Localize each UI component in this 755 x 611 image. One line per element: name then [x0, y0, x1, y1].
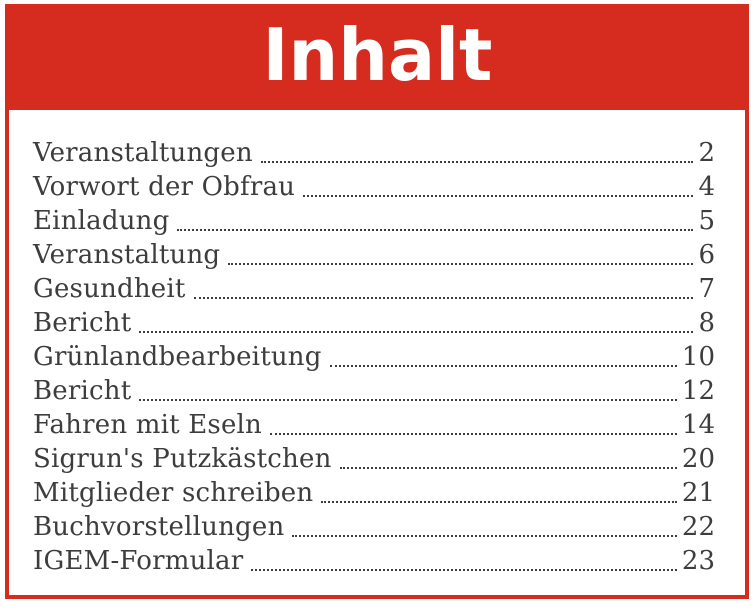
toc-entry-page-number: 12	[681, 376, 715, 406]
toc-entry-label: Veranstaltung	[33, 240, 221, 270]
toc-entry-label: Bericht	[33, 376, 132, 406]
toc-entry-label: Veranstaltungen	[33, 138, 253, 168]
dot-leader	[270, 433, 677, 435]
toc-entry-page-number: 5	[698, 206, 715, 236]
toc-entry-row	[33, 544, 715, 578]
toc-entry-page-number: 6	[698, 240, 715, 270]
toc-entry-label: Fahren mit Eseln	[33, 410, 262, 440]
toc-entry-page-number: 14	[681, 410, 715, 440]
toc-entry-row	[33, 204, 715, 238]
toc-entry-page-number: 7	[698, 274, 715, 304]
toc-entry-label: Vorwort der Obfrau	[33, 172, 296, 202]
toc-entry-label: Sigrun's Putzkästchen	[33, 444, 332, 474]
toc-entry-page-number: 20	[681, 444, 715, 474]
dot-leader	[261, 161, 694, 163]
toc-entry-row	[33, 510, 715, 544]
dot-leader	[228, 263, 693, 265]
toc-entry-row	[33, 476, 715, 510]
toc-entry-row	[33, 408, 715, 442]
dot-leader	[194, 297, 694, 299]
toc-entry-label: Buchvorstellungen	[33, 512, 285, 542]
dot-leader	[251, 569, 677, 571]
toc-entry-row	[33, 170, 715, 204]
toc-entry-page-number: 8	[698, 308, 715, 338]
toc-page-frame	[5, 4, 749, 599]
toc-header-banner	[9, 8, 745, 110]
toc-entry-label: Bericht	[33, 308, 132, 338]
page-title: Inhalt	[262, 13, 492, 97]
toc-entry-row	[33, 442, 715, 476]
toc-entry-row	[33, 136, 715, 170]
toc-entry-row	[33, 272, 715, 306]
toc-list	[9, 110, 745, 578]
dot-leader	[177, 229, 693, 231]
toc-entry-row	[33, 340, 715, 374]
dot-leader	[139, 331, 693, 333]
toc-entry-row	[33, 238, 715, 272]
dot-leader	[340, 467, 677, 469]
dot-leader	[303, 195, 693, 197]
toc-entry-label: Grünlandbearbeitung	[33, 342, 322, 372]
dot-leader	[330, 365, 677, 367]
toc-entry-label: IGEM-Formular	[33, 546, 244, 576]
toc-entry-page-number: 10	[681, 342, 715, 372]
toc-entry-page-number: 4	[698, 172, 715, 202]
dot-leader	[292, 535, 677, 537]
dot-leader	[139, 399, 677, 401]
toc-entry-label: Einladung	[33, 206, 170, 236]
toc-entry-label: Gesundheit	[33, 274, 186, 304]
toc-entry-page-number: 2	[698, 138, 715, 168]
toc-entry-row	[33, 374, 715, 408]
dot-leader	[321, 501, 677, 503]
toc-entry-page-number: 22	[681, 512, 715, 542]
toc-entry-row	[33, 306, 715, 340]
toc-entry-label: Mitglieder schreiben	[33, 478, 314, 508]
toc-entry-page-number: 23	[681, 546, 715, 576]
toc-entry-page-number: 21	[681, 478, 715, 508]
